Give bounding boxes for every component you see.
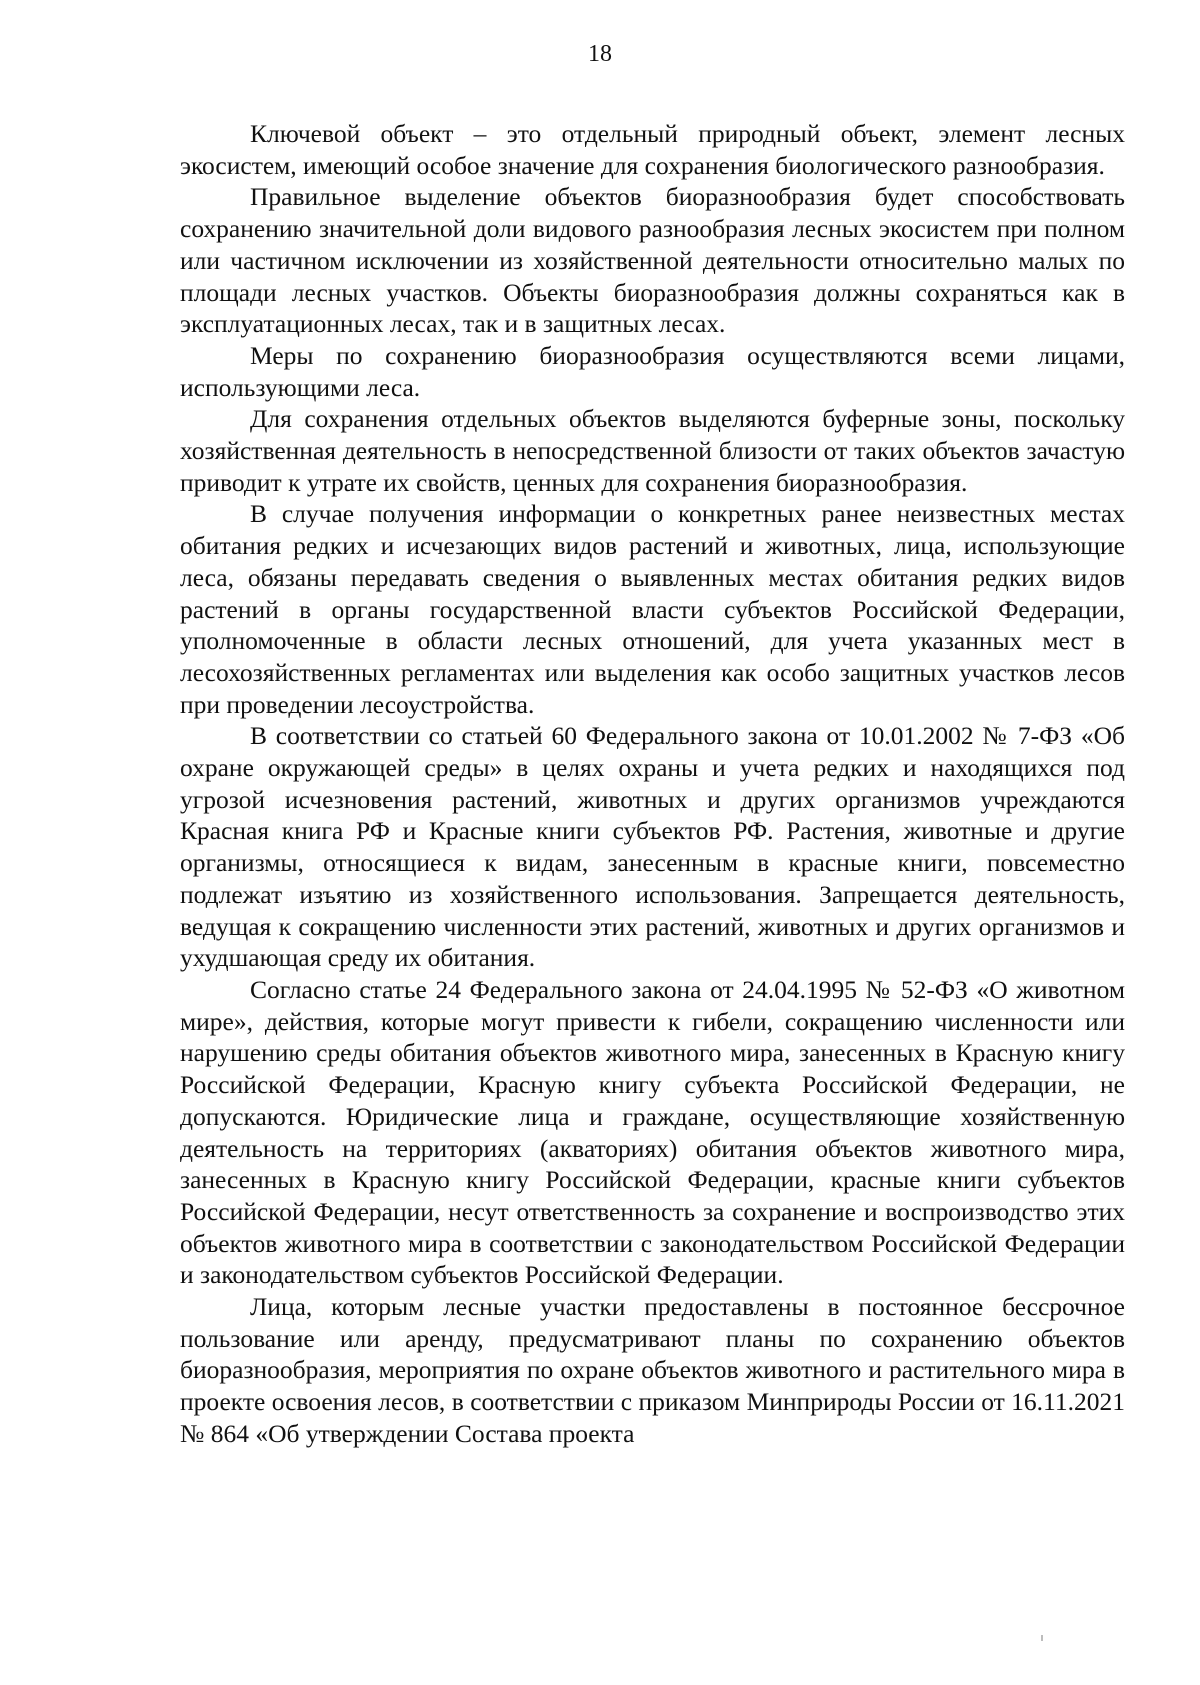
paragraph-rare-species-info: В случае получения информации о конкретных ранее неизвестных местах обитания редких и исчезающих видов растений и животных, лица, использующие леса, обязаны передавать сведения о выявленных местах обитания редких видов растений в органы государственной власти субъектов Российской Федерации, уполномоченные в области лесных отношений, для учета указанных мест в лесохозяйственных регламентах или выделения как особо защитных участков лесов при проведении лесоустройства. — [180, 499, 1125, 719]
paragraph-buffer-zones: Для сохранения отдельных объектов выделяются буферные зоны, поскольку хозяйственная деятельность в непосредственной близости от таких объектов зачастую приводит к утрате их свойств, ценных для сохранения биоразнообразия. — [180, 404, 1125, 497]
scan-mark — [1041, 1635, 1043, 1641]
paragraph-animal-world-law: Согласно статье 24 Федерального закона от 24.04.1995 № 52-ФЗ «О животном мире», действия, которые могут привести к гибели, сокращению численности или нарушению среды обитания объектов животного мира, занесенных в Красную книгу Российской Федерации, Красную книгу субъекта Российской Федерации, не допускаются. Юридические лица и граждане, осуществляющие хозяйственную деятельность на территориях (акваториях) обитания объектов животного мира, занесенных в Красную книгу Российской Федерации, красные книги субъектов Российской Федерации, несут ответственность за сохранение и воспроизводство этих объектов животного мира в соответствии с законодательством Российской Федерации и законодательством субъектов Российской Федерации. — [180, 974, 1125, 1290]
document-body — [180, 118, 1125, 1450]
paragraph-biodiversity-selection: Правильное выделение объектов биоразнообразия будет способствовать сохранению значительной доли видового разнообразия лесных экосистем при полном или частичном исключении из хозяйственной деятельности относительно малых по площади лесных участков. Объекты биоразнообразия должны сохраняться как в эксплуатационных лесах, так и в защитных лесах. — [180, 182, 1125, 339]
paragraph-forest-users-plans: Лица, которым лесные участки предоставлены в постоянное бессрочное пользование или аренду, предусматривают планы по сохранению объектов биоразнообразия, мероприятия по охране объектов животного и растительного мира в проекте освоения лесов, в соответствии с приказом Минприроды России от 16.11.2021 № 864 «Об утверждении Состава проекта — [180, 1292, 1125, 1448]
paragraph-key-object: Ключевой объект – это отдельный природный объект, элемент лесных экосистем, имеющий особое значение для сохранения биологического разнообразия. — [180, 119, 1125, 180]
paragraph-red-book-law: В соответствии со статьей 60 Федерального закона от 10.01.2002 № 7-ФЗ «Об охране окружающей среды» в целях охраны и учета редких и находящихся под угрозой исчезновения растений, животных и других организмов учреждаются Красная книга РФ и Красные книги субъектов РФ. Растения, животные и другие организмы, относящиеся к видам, занесенным в красные книги, повсеместно подлежат изъятию из хозяйственного использования. Запрещается деятельность, ведущая к сокращению численности этих растений, животных и других организмов и ухудшающая среду их обитания. — [180, 721, 1125, 973]
paragraph-conservation-measures: Меры по сохранению биоразнообразия осуществляются всеми лицами, использующими леса. — [180, 340, 1125, 402]
page-number: 18 — [588, 41, 612, 67]
